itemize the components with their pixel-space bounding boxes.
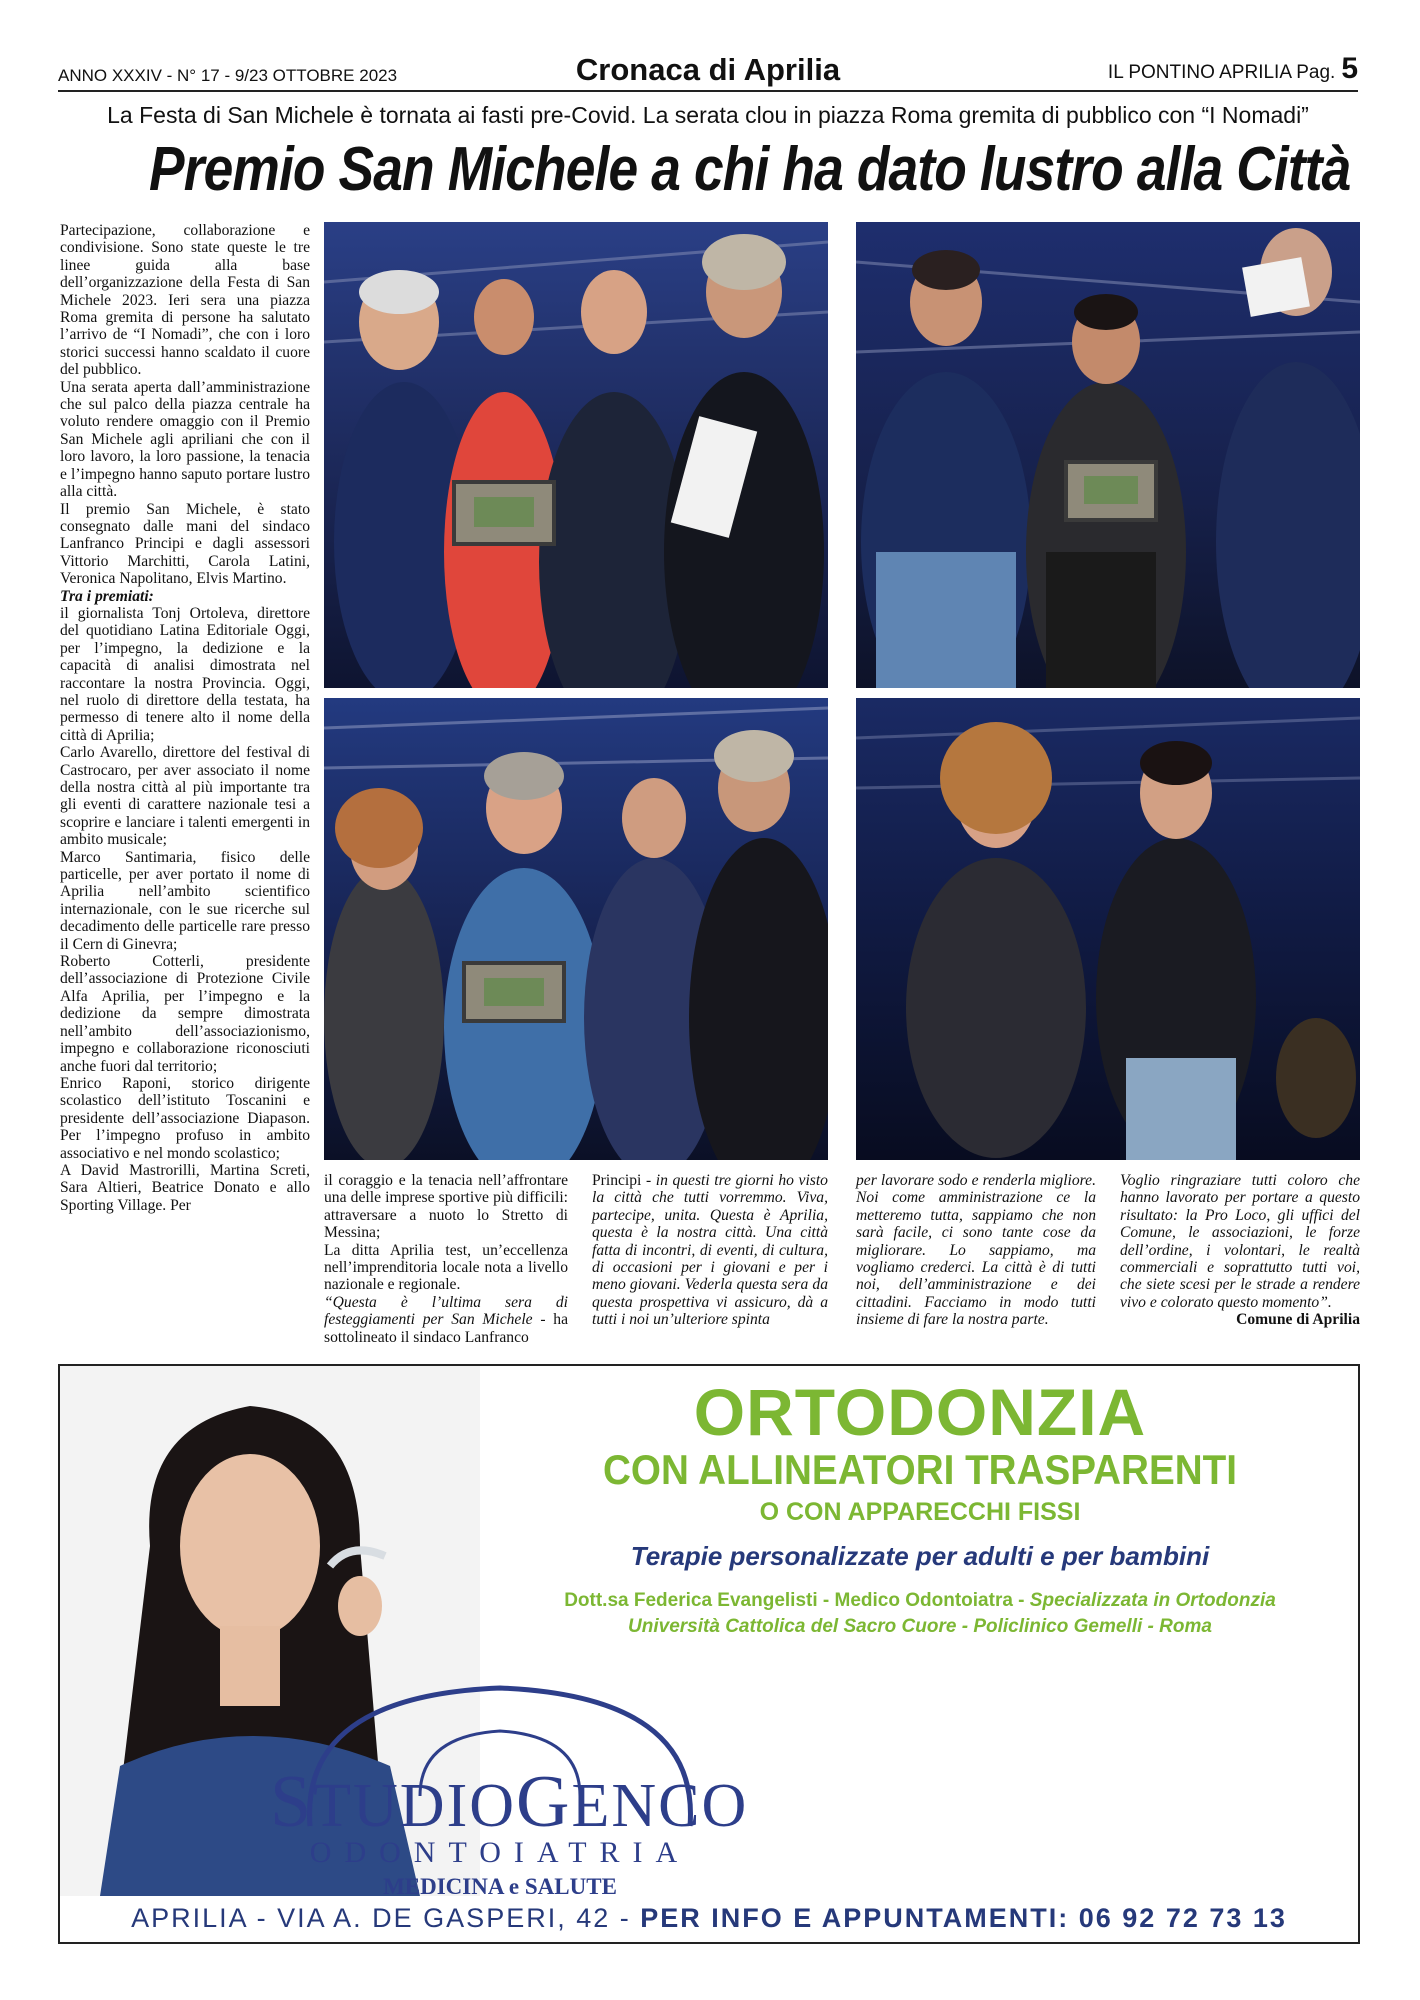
attribution: Principi -	[592, 1172, 656, 1189]
list-item: A David Mastrorilli, Martina Screti, Sara Altieri, Beatrice Donato e allo Sporting Village. Per	[60, 1161, 310, 1214]
logo-letter: G	[516, 1761, 572, 1843]
quote: “Questa è l’ultima sera di festeggiamenti per San Michele	[324, 1293, 568, 1329]
paragraph: Partecipazione, collaborazione e condivisione. Sono state queste le tre linee guida alla base dell’organizzazione della Festa di San Michele 2023. Ieri sera una piazza Roma gremita di persone ha salutato l’arrivo de “I Nomadi”, che con i loro storici successi hanno scaldato il cuore del pubblico.	[60, 222, 310, 379]
ad-contact: PER INFO E APPUNTAMENTI: 06 92 72 73 13	[640, 1903, 1287, 1933]
paragraph: Una serata aperta dall’amministrazione che sul palco della piazza centrale ha voluto rendere omaggio con il Premio San Michele agli apriliani che con il loro lavoro, la loro passione, la tenacia e l’impegno hanno saputo portare lustro alla città.	[60, 378, 310, 501]
article-kicker: La Festa di San Michele è tornata ai fasti pre-Covid. La serata clou in piazza Roma gremita di pubblico con “I Nomadi”	[107, 102, 1309, 128]
ad-tagline: Terapie personalizzate per adulti e per bambini	[630, 1541, 1210, 1571]
paragraph	[324, 1294, 568, 1346]
studio-genco-logo	[270, 1676, 749, 1899]
page-header	[58, 52, 1358, 92]
logo-letter: S	[270, 1761, 314, 1843]
paper-info	[1108, 52, 1358, 86]
ad-address: APRILIA - VIA A. DE GASPERI, 42 -	[131, 1903, 641, 1933]
section-title: Cronaca di Aprilia	[575, 52, 841, 87]
list-item: Marco Santimaria, fisico delle particelle, per aver portato il nome di Aprilia nell’ambito scientifico internazionale, con le sue ricerche sul decadimento delle particelle rare presso il Cern di Ginevra;	[60, 848, 310, 953]
paragraph: Il premio San Michele, è stato consegnato dalle mani del sindaco Lanfranco Principi e dagli assessori Vittorio Marchitti, Carola Latini, Veronica Napolitano, Elvis Martino.	[60, 500, 310, 588]
logo-word: TUDIO	[313, 1772, 516, 1840]
article-column-2	[324, 1172, 568, 1346]
paragraph: il coraggio e la tenacia nell’affrontare una delle imprese sportive più difficili: attraversare a nuoto lo Stretto di Messina;	[324, 1172, 568, 1242]
photo-award-stage-4	[856, 698, 1360, 1160]
photo-award-stage-1	[324, 222, 828, 688]
ad-subtitle: CON ALLINEATORI TRASPARENTI	[603, 1446, 1237, 1493]
photo-award-stage-3	[324, 698, 828, 1160]
ad-specialty: Specializzata in Ortodonzia	[1029, 1590, 1276, 1611]
page-number: 5	[1341, 52, 1358, 85]
list-item: Enrico Raponi, storico dirigente scolastico dell’istituto Toscanini e presidente dell’associazione Diapason. Per l’impegno profuso in ambito associativo e nel mondo scolastico;	[60, 1074, 310, 1162]
premiati-label: Tra i premiati:	[60, 587, 154, 605]
attribution: - ha sottolineato il sindaco Lanfranco	[324, 1311, 569, 1346]
photo-award-stage-2	[856, 222, 1360, 688]
list-item: Roberto Cotterli, presidente dell’associazione di Protezione Civile Alfa Aprilia, per l’impegno e la dedizione da sempre dimostrata nell’ambito dell’associazionismo, impegno e collaborazione riconosciuti anche fuori dal territorio;	[60, 953, 310, 1075]
article-column-4	[856, 1172, 1096, 1329]
quote: Voglio ringraziare tutti coloro che hanno lavorato per portare a questo risultato: la Pro Loco, gli uffici del Comune, le associazioni, le forze dell’ordine, i volontari, le realtà commerciali e soprattutto tutti voi, che siete scesi per le strade a rendere vivo e colorato questo momento”.	[1120, 1172, 1360, 1311]
ad-doctor-line	[480, 1590, 1360, 1612]
ad-contact-line	[60, 1903, 1358, 1934]
list-item: Carlo Avarello, direttore del festival di Castrocaro, per aver associato il nome della nostra città al più importante tra gli eventi di carattere nazionale tesi a scoprire e lanciare i talenti emergenti in ambito musicale;	[60, 744, 310, 849]
advertisement-box	[58, 1364, 1360, 1944]
ad-doctor: Dott.sa Federica Evangelisti - Medico Odontoiatra -	[564, 1590, 1030, 1611]
ad-subtitle-2: O CON APPARECCHI FISSI	[759, 1498, 1081, 1526]
ad-text-block	[480, 1366, 1360, 1638]
issue-info: ANNO XXXIV - N° 17 - 9/23 OTTOBRE 2023	[58, 66, 398, 85]
article-column-1	[60, 222, 310, 1214]
logo-name	[270, 1760, 749, 1845]
ad-title: ORTODONZIA	[693, 1375, 1147, 1449]
ad-university: Università Cattolica del Sacro Cuore - Policlinico Gemelli - Roma	[628, 1616, 1212, 1637]
article-headline: Premio San Michele a chi ha dato lustro alla Città	[149, 135, 1351, 204]
paragraph	[592, 1172, 828, 1329]
paper-name: IL PONTINO APRILIA Pag.	[1107, 62, 1336, 83]
logo-tagline: MEDICINA e SALUTE	[383, 1874, 617, 1899]
logo-word: ENCO	[571, 1772, 749, 1840]
quote: in questi tre giorni ho visto la città che tutti vorremmo. Viva, partecipe, unita. Questa è Aprilia, questa è la nostra città. Una città fatta di incontri, di eventi, di cultura, di occasioni per i giovani e per i meno giovani. Vederla questa sera da questa prospettiva vi assicuro, dà a tutti i noi un’ulteriore spinta	[592, 1172, 828, 1329]
logo-subtitle: ODONTOIATRIA	[309, 1836, 691, 1869]
article-signature: Comune di Aprilia	[1236, 1311, 1360, 1329]
paragraph: La ditta Aprilia test, un’eccellenza nell’imprenditoria locale nota a livello nazionale e regionale.	[324, 1241, 568, 1294]
quote: per lavorare sodo e renderla migliore. Noi come amministrazione ce la metteremo tutta, sappiamo che non sarà facile, ci sono tante cose da migliorare. Lo sappiamo, ma vogliamo crederci. La città è di tutti noi, dell’amministrazione e dei cittadini. Facciamo in modo tutti insieme di fare la nostra parte.	[856, 1172, 1096, 1329]
article-column-5	[1120, 1172, 1360, 1329]
article-column-3	[592, 1172, 828, 1329]
list-item: il giornalista Tonj Ortoleva, direttore del quotidiano Latina Editoriale Oggi, per l’impegno, la dedizione e la capacità di analisi dimostrata nel raccontare la nostra Provincia. Oggi, nel ruolo di direttore della testata, ha permesso di tenere alto il nome della città di Aprilia;	[60, 604, 310, 744]
